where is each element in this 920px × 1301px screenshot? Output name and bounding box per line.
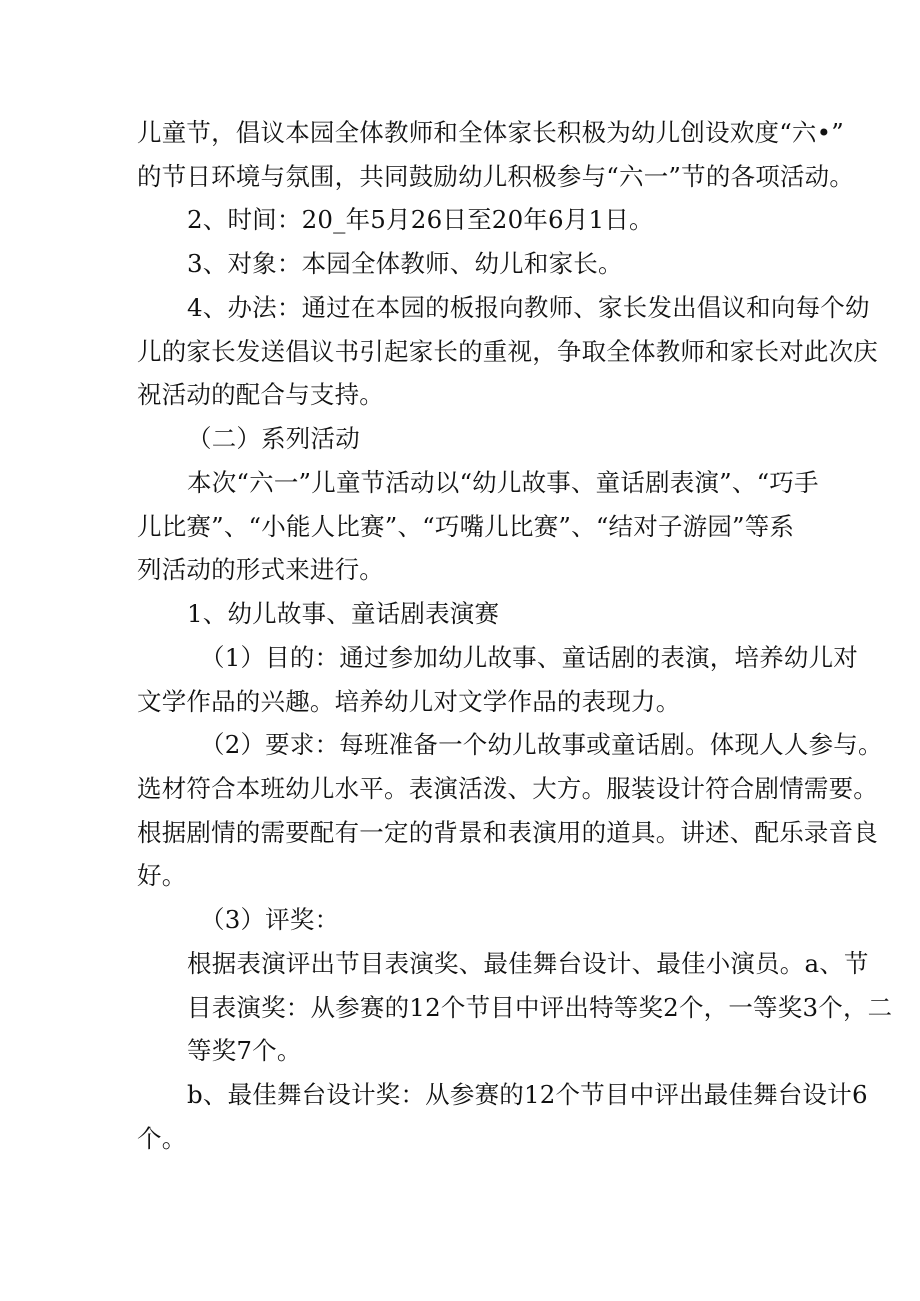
- purpose-line-2: 文学作品的兴趣。培养幼儿对文学作品的表现力。: [137, 687, 681, 716]
- award-line-4: b、最佳舞台设计奖：从参赛的12个节目中评出最佳舞台设计6: [187, 1080, 868, 1109]
- time-line: 2、时间：20_年5月26日至20年6月1日。: [187, 205, 654, 234]
- requirement-line-4: 好。: [137, 861, 187, 890]
- award-line-5: 个。: [137, 1124, 187, 1153]
- activity-heading-1: 1、幼儿故事、童话剧表演赛: [187, 599, 500, 628]
- requirement-line-3: 根据剧情的需要配有一定的背景和表演用的道具。讲述、配乐录音良: [137, 818, 878, 847]
- award-line-2: 目表演奖：从参赛的12个节目中评出特等奖2个，一等奖3个，二: [187, 993, 893, 1022]
- method-line-2: 儿的家长发送倡议书引起家长的重视，争取全体教师和家长对此次庆: [137, 337, 878, 366]
- audience-line: 3、对象：本园全体教师、幼儿和家长。: [187, 249, 623, 278]
- series-intro-line-3: 列活动的形式来进行。: [137, 555, 384, 584]
- series-intro-line-2: 儿比赛”、“小能人比赛”、“巧嘴儿比赛”、“结对子游园”等系: [137, 512, 795, 541]
- requirement-line-1: （2）要求：每班准备一个幼儿故事或童话剧。体现人人参与。: [200, 730, 883, 759]
- section-heading-series: （二）系列活动: [187, 424, 360, 453]
- method-line-1: 4、办法：通过在本园的板报向教师、家长发出倡议和向每个幼: [187, 293, 870, 322]
- method-line-3: 祝活动的配合与支持。: [137, 380, 384, 409]
- paragraph-line-1: 儿童节，倡议本园全体教师和全体家长积极为幼儿创设欢度“六•”: [137, 118, 844, 147]
- award-heading: （3）评奖：: [200, 905, 340, 934]
- award-line-3: 等奖7个。: [187, 1036, 302, 1065]
- requirement-line-2: 选材符合本班幼儿水平。表演活泼、大方。服装设计符合剧情需要。: [137, 774, 878, 803]
- series-intro-line-1: 本次“六一”儿童节活动以“幼儿故事、童话剧表演”、“巧手: [187, 468, 819, 497]
- paragraph-line-2: 的节日环境与氛围，共同鼓励幼儿积极参与“六一”节的各项活动。: [137, 162, 855, 191]
- award-line-1: 根据表演评出节目表演奖、最佳舞台设计、最佳小演员。a、节: [187, 949, 869, 978]
- purpose-line-1: （1）目的：通过参加幼儿故事、童话剧的表演，培养幼儿对: [200, 643, 858, 672]
